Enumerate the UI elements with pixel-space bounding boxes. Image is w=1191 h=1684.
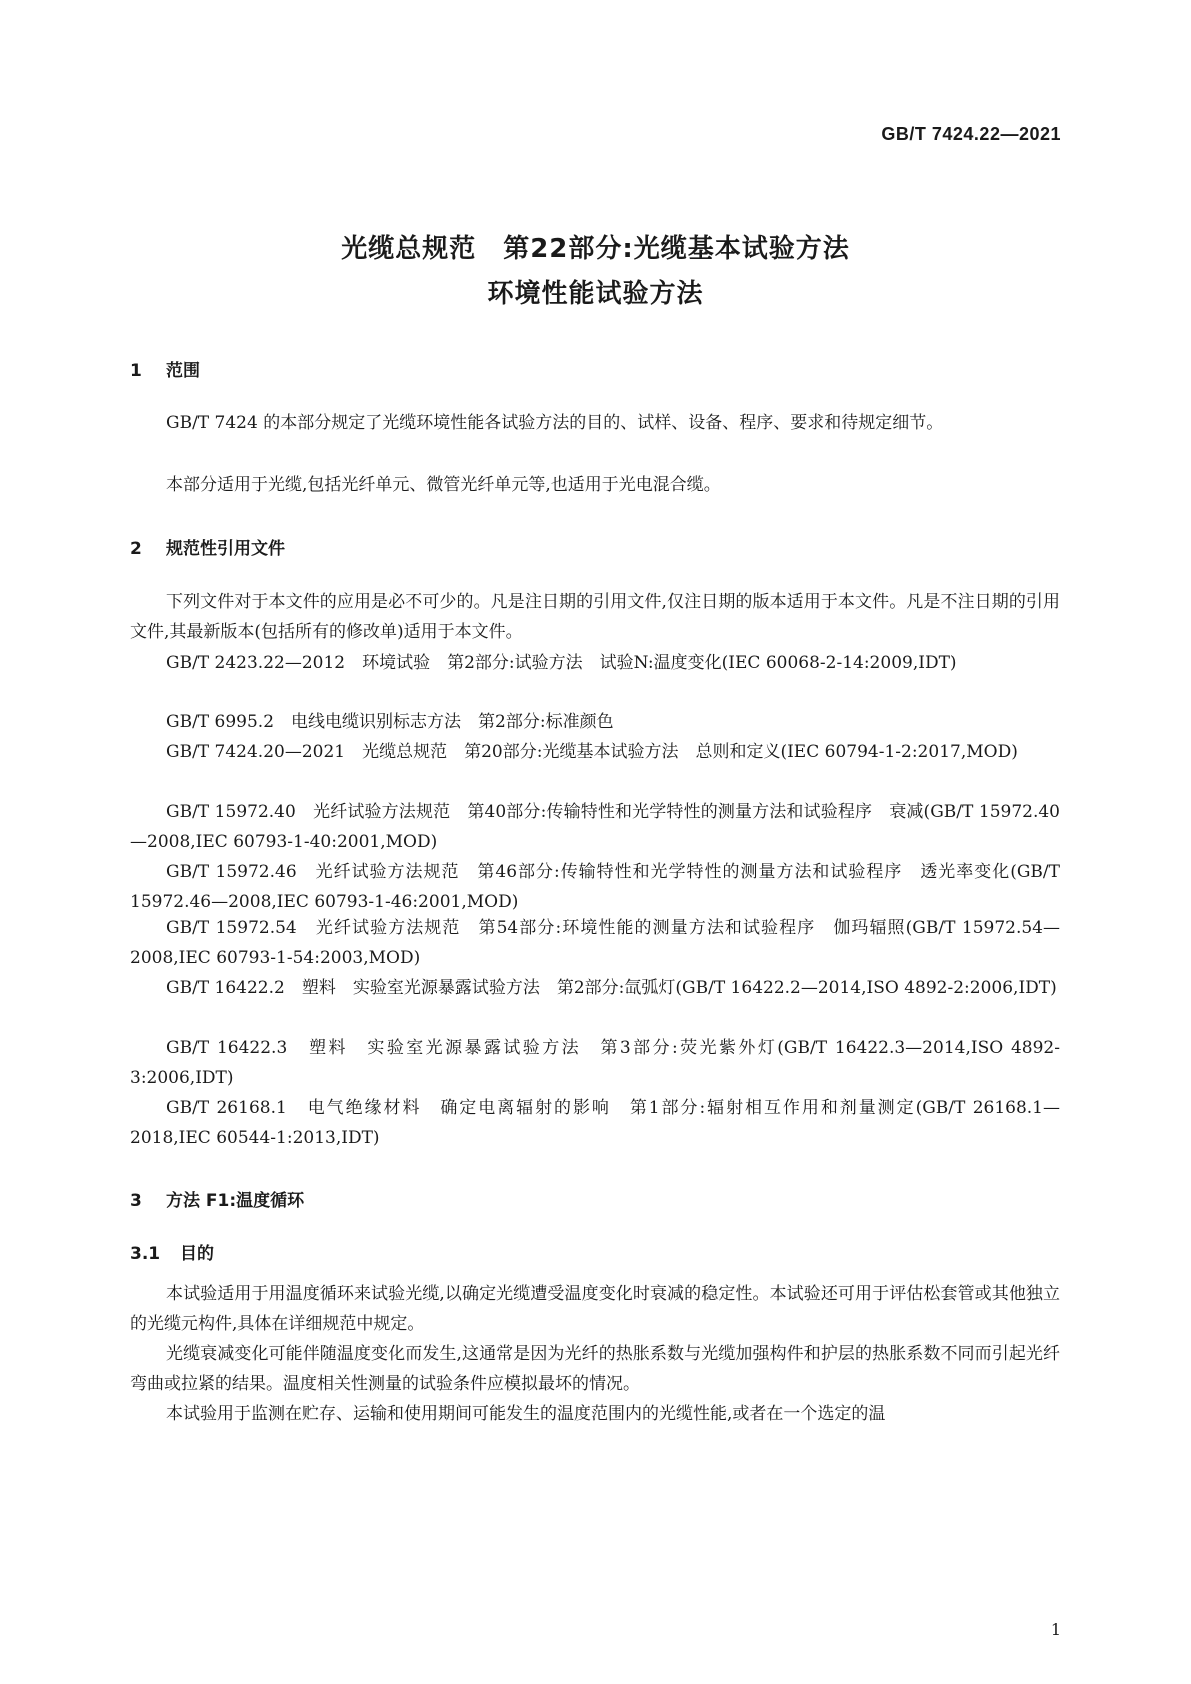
document-title-line-2: 环境性能试验方法 [487, 279, 704, 309]
section-2-heading [130, 534, 285, 559]
section-title: 规范性引用文件 [166, 539, 285, 559]
section-3-heading [130, 1186, 304, 1211]
paragraph: GB/T 7424 的本部分规定了光缆环境性能各试验方法的目的、试样、设备、程序、要求和待规定细节。 [166, 413, 944, 433]
paragraph: 本试验适用于用温度循环来试验光缆,以确定光缆遭受温度变化时衰减的稳定性。本试验还可用于评估松套管或其他独立的光缆元构件,具体在详细规范中规定。 [130, 1284, 1060, 1334]
document-title-line-1: 光缆总规范 第22部分:光缆基本试验方法 [341, 234, 850, 264]
section-number: 2 [130, 539, 142, 559]
section-number: 1 [130, 361, 142, 381]
section-number: 3 [130, 1191, 142, 1211]
paragraph: 下列文件对于本文件的应用是必不可少的。凡是注日期的引用文件,仅注日期的版本适用于本文件。凡是不注日期的引用文件,其最新版本(包括所有的修改单)适用于本文件。 [130, 592, 1060, 642]
page-number: 1 [1050, 1620, 1061, 1639]
reference-entry: GB/T 7424.20—2021 光缆总规范 第20部分:光缆基本试验方法 总则和定义(IEC 60794-1-2:2017,MOD) [166, 742, 1018, 762]
standard-code: GB/T 7424.22—2021 [881, 124, 1061, 144]
section-title: 范围 [166, 361, 200, 381]
reference-entry: GB/T 15972.40 光纤试验方法规范 第40部分:传输特性和光学特性的测量方法和试验程序 衰减(GB/T 15972.40—2008,IEC 60793-1-40:2001,MOD) [130, 802, 1060, 852]
reference-entry: GB/T 16422.2 塑料 实验室光源暴露试验方法 第2部分:氙弧灯(GB/T 16422.2—2014,ISO 4892-2:2006,IDT) [166, 978, 1057, 998]
reference-entry: GB/T 16422.3 塑料 实验室光源暴露试验方法 第3部分:荧光紫外灯(GB/T 16422.3—2014,ISO 4892-3:2006,IDT) [130, 1038, 1060, 1088]
reference-entry: GB/T 26168.1 电气绝缘材料 确定电离辐射的影响 第1部分:辐射相互作用和剂量测定(GB/T 26168.1—2018,IEC 60544-1:2013,IDT) [130, 1098, 1060, 1148]
paragraph: 光缆衰减变化可能伴随温度变化而发生,这通常是因为光纤的热胀系数与光缆加强构件和护层的热胀系数不同而引起光纤弯曲或拉紧的结果。温度相关性测量的试验条件应模拟最坏的情况。 [130, 1344, 1060, 1394]
paragraph: 本部分适用于光缆,包括光纤单元、微管光纤单元等,也适用于光电混合缆。 [166, 475, 721, 495]
section-1-heading [130, 356, 200, 381]
paragraph: 本试验用于监测在贮存、运输和使用期间可能发生的温度范围内的光缆性能,或者在一个选定的温 [166, 1404, 886, 1424]
section-number: 3.1 [130, 1244, 161, 1264]
reference-entry: GB/T 15972.46 光纤试验方法规范 第46部分:传输特性和光学特性的测量方法和试验程序 透光率变化(GB/T 15972.46—2008,IEC 60793-1-46:2001,MOD) [130, 862, 1060, 912]
section-3-1-heading [130, 1239, 214, 1264]
reference-entry: GB/T 15972.54 光纤试验方法规范 第54部分:环境性能的测量方法和试验程序 伽玛辐照(GB/T 15972.54—2008,IEC 60793-1-54:2003,MOD) [130, 918, 1060, 968]
reference-entry: GB/T 2423.22—2012 环境试验 第2部分:试验方法 试验N:温度变化(IEC 60068-2-14:2009,IDT) [166, 653, 957, 673]
reference-entry: GB/T 6995.2 电线电缆识别标志方法 第2部分:标准颜色 [166, 712, 614, 732]
section-title: 目的 [180, 1244, 214, 1264]
section-title: 方法 F1:温度循环 [166, 1191, 305, 1211]
